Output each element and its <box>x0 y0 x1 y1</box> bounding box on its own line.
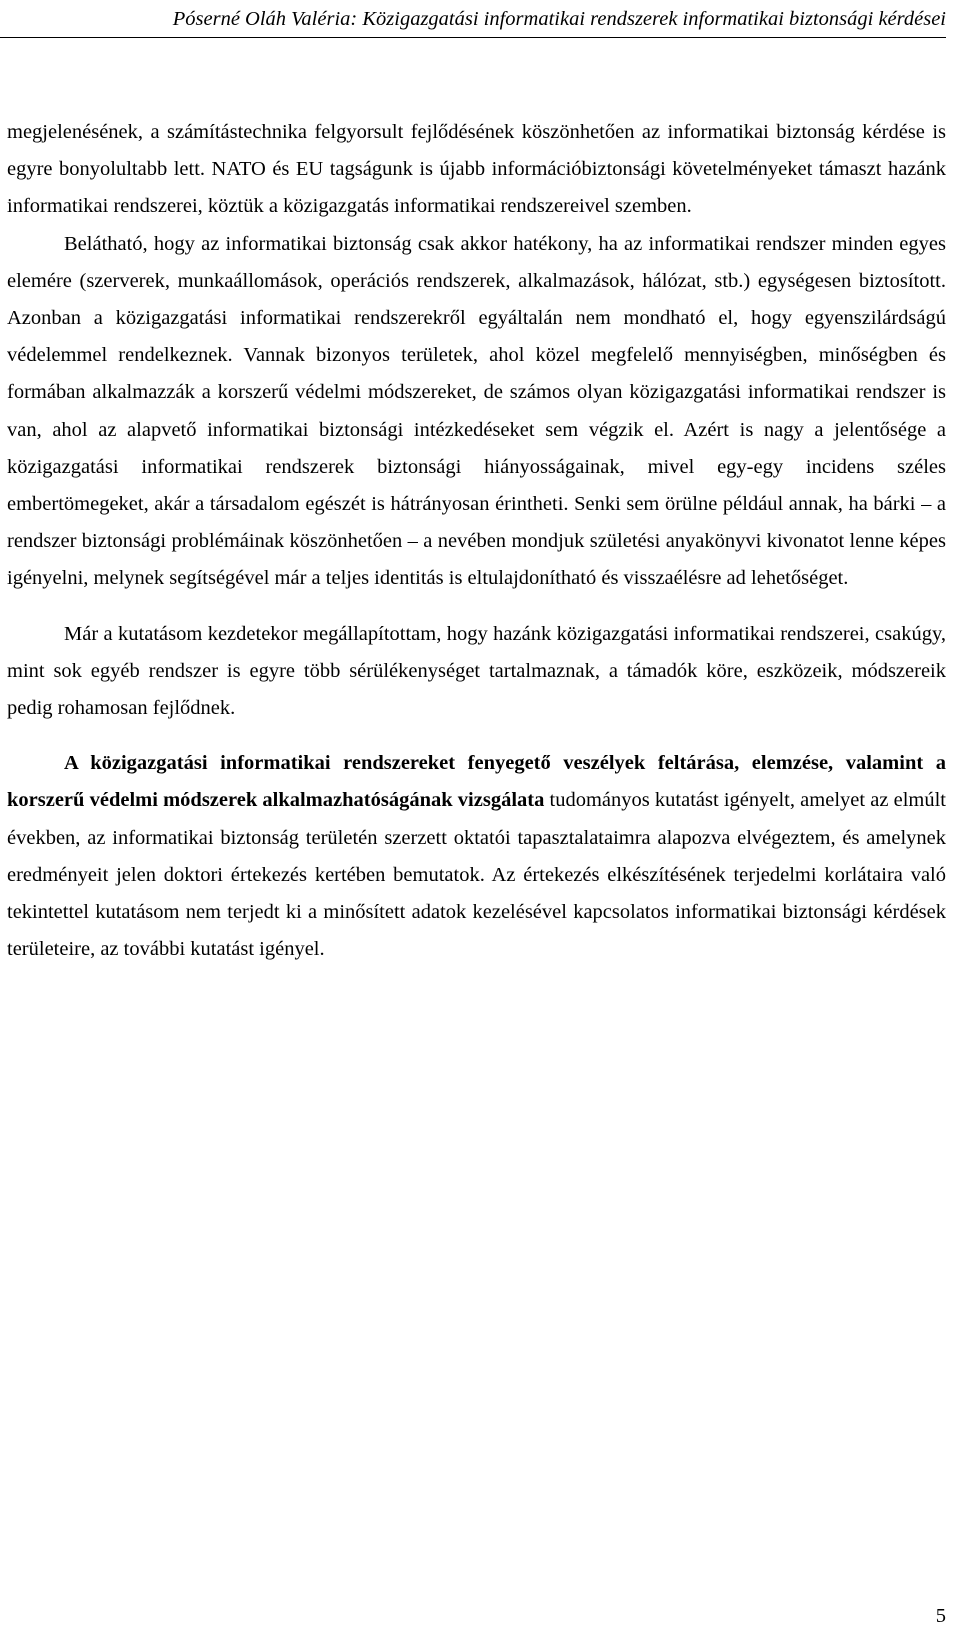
paragraph-security-gaps: Belátható, hogy az informatikai biztonság csak akkor hatékony, ha az informatikai rendszer minden egyes elemére (szerverek, munkaállomások, operációs rendszerek, alkalmazások, hálózat, stb.) egységesen biztosított. Azonban a közigazgatási informatikai rendszerekről egyáltalán nem mondható el, hogy egyenszilárdságú védelemmel rendelkeznek. Vannak bizonyos területek, ahol közel megfelelő mennyiségben, minőségben és formában alkalmazzák a korszerű védelmi módszereket, de számos olyan közigazgatási informatikai rendszer is van, ahol az alapvető informatikai biztonsági intézkedéseket sem végzik el. Azért is nagy a jelentősége a közigazgatási informatikai rendszerek biztonsági hiányosságainak, mivel egy-egy incidens széles embertömegeket, akár a társadalom egészét is hátrányosan érintheti. Senki sem örülne például annak, ha bárki – a rendszer biztonsági problémáinak köszönhetően – a nevében mondjuk születési anyakönyvi kivonatot lenne képes igényelni, melynek segítségével már a teljes identitás is eltulajdonítható és visszaélésre ad lehetőséget. <box>7 232 946 590</box>
running-header: Póserné Oláh Valéria: Közigazgatási informatikai rendszerek informatikai biztonsági kérdései <box>0 6 946 38</box>
research-goal-emphasis: A közigazgatási informatikai rendszereket fenyegető veszélyek feltárása, elemzése, valamint a korszerű védelmi módszerek alkalmazhatóságának vizsgálata <box>7 752 946 812</box>
page-number: 5 <box>935 1605 946 1627</box>
paragraph-research-goal <box>7 745 946 968</box>
paragraph-intro-continuation: megjelenésének, a számítástechnika felgyorsult fejlődésének köszönhetően az informatikai biztonság kérdése is egyre bonyolultabb lett. NATO és EU tagságunk is újabb információbiztonsági követelményeket támaszt hazánk informatikai rendszerei, köztük a közigazgatás informatikai rendszereivel szemben. <box>7 121 946 218</box>
body-text <box>7 114 946 968</box>
research-goal-text: tudományos kutatást igényelt, amelyet az elmúlt években, az informatikai biztonság területén szerzett oktatói tapasztalataimra alapozva elvégeztem, és amelynek eredményeit jelen doktori értekezés kertében bemutatok. Az értekezés elkészítésének terjedelmi korlátaira való tekintettel kutatásom nem terjedt ki a minősített adatok kezelésével kapcsolatos informatikai biztonsági kérdések területeire, az további kutatást igényel. <box>7 789 946 961</box>
paragraph-research-start: Már a kutatásom kezdetekor megállapítottam, hogy hazánk közigazgatási informatikai rendszerei, csakúgy, mint sok egyéb rendszer is egyre több sérülékenységet tartalmaznak, a támadók köre, eszközeik, módszereik pedig rohamosan fejlődnek. <box>7 622 946 720</box>
